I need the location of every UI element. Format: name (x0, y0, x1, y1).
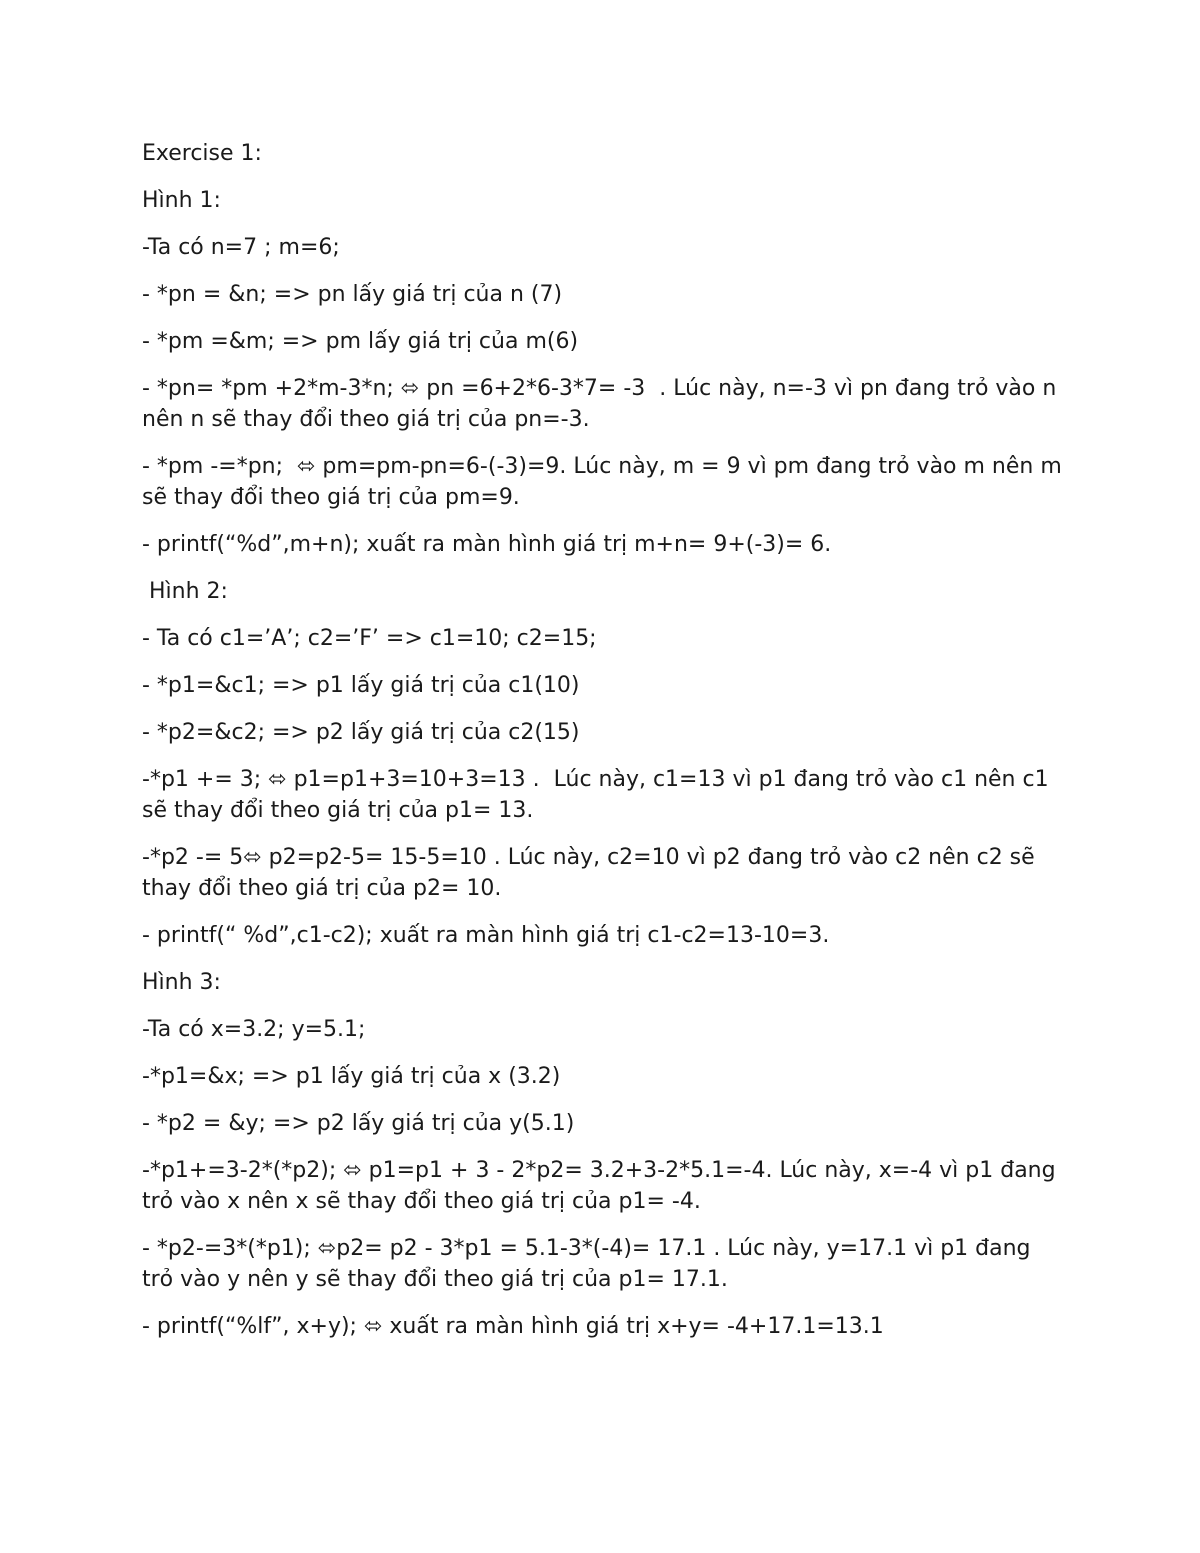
section-3-line: -Ta có x=3.2; y=5.1; (142, 1017, 366, 1042)
section-1-line: - *pn= *pm +2*m-3*n; ⬄ pn =6+2*6-3*7= -3 . Lúc này, n=-3 vì pn đang trỏ vào n nên n sẽ thay đổi theo giá trị của pn=-3. (142, 376, 1064, 432)
section-3-line: -*p1=&x; => p1 lấy giá trị của x (3.2) (142, 1064, 561, 1089)
section-1-heading: Hình 1: (142, 188, 221, 213)
section-1-line: - printf(“%d”,m+n); xuất ra màn hình giá trị m+n= 9+(-3)= 6. (142, 532, 832, 557)
section-2-line: - printf(“ %d”,c1-c2); xuất ra màn hình giá trị c1-c2=13-10=3. (142, 923, 830, 948)
section-2-line: -*p2 -= 5⬄ p2=p2-5= 15-5=10 . Lúc này, c2=10 vì p2 đang trỏ vào c2 nên c2 sẽ thay đổi theo giá trị của p2= 10. (142, 845, 1042, 901)
section-2-line: -*p1 += 3; ⬄ p1=p1+3=10+3=13 . Lúc này, c1=13 vì p1 đang trỏ vào c1 nên c1 sẽ thay đổi theo giá trị của p1= 13. (142, 767, 1056, 823)
document-title: Exercise 1: (142, 141, 262, 166)
section-3-heading: Hình 3: (142, 970, 221, 995)
section-3-line: -*p1+=3-2*(*p2); ⬄ p1=p1 + 3 - 2*p2= 3.2+3-2*5.1=-4. Lúc này, x=-4 vì p1 đang trỏ vào x nên x sẽ thay đổi theo giá trị của p1= -4. (142, 1158, 1063, 1214)
document-body (142, 138, 1069, 1358)
section-1-line: -Ta có n=7 ; m=6; (142, 235, 340, 260)
section-2-heading: Hình 2: (142, 579, 228, 604)
section-1-line: - *pm =&m; => pm lấy giá trị của m(6) (142, 329, 579, 354)
section-2-line: - *p2=&c2; => p2 lấy giá trị của c2(15) (142, 720, 580, 745)
section-1-line: - *pn = &n; => pn lấy giá trị của n (7) (142, 282, 563, 307)
section-3-line: - *p2 = &y; => p2 lấy giá trị của y(5.1) (142, 1111, 575, 1136)
section-3-line: - *p2-=3*(*p1); ⬄p2= p2 - 3*p1 = 5.1-3*(-4)= 17.1 . Lúc này, y=17.1 vì p1 đang trỏ vào y nên y sẽ thay đổi theo giá trị của p1= 17.1. (142, 1236, 1038, 1292)
section-2-line: - Ta có c1=’A’; c2=’F’ => c1=10; c2=15; (142, 626, 597, 651)
section-1-line: - *pm -=*pn; ⬄ pm=pm-pn=6-(-3)=9. Lúc này, m = 9 vì pm đang trỏ vào m nên m sẽ thay đổi theo giá trị của pm=9. (142, 454, 1069, 510)
section-3-line: - printf(“%lf”, x+y); ⬄ xuất ra màn hình giá trị x+y= -4+17.1=13.1 (142, 1314, 884, 1339)
section-2-line: - *p1=&c1; => p1 lấy giá trị của c1(10) (142, 673, 580, 698)
